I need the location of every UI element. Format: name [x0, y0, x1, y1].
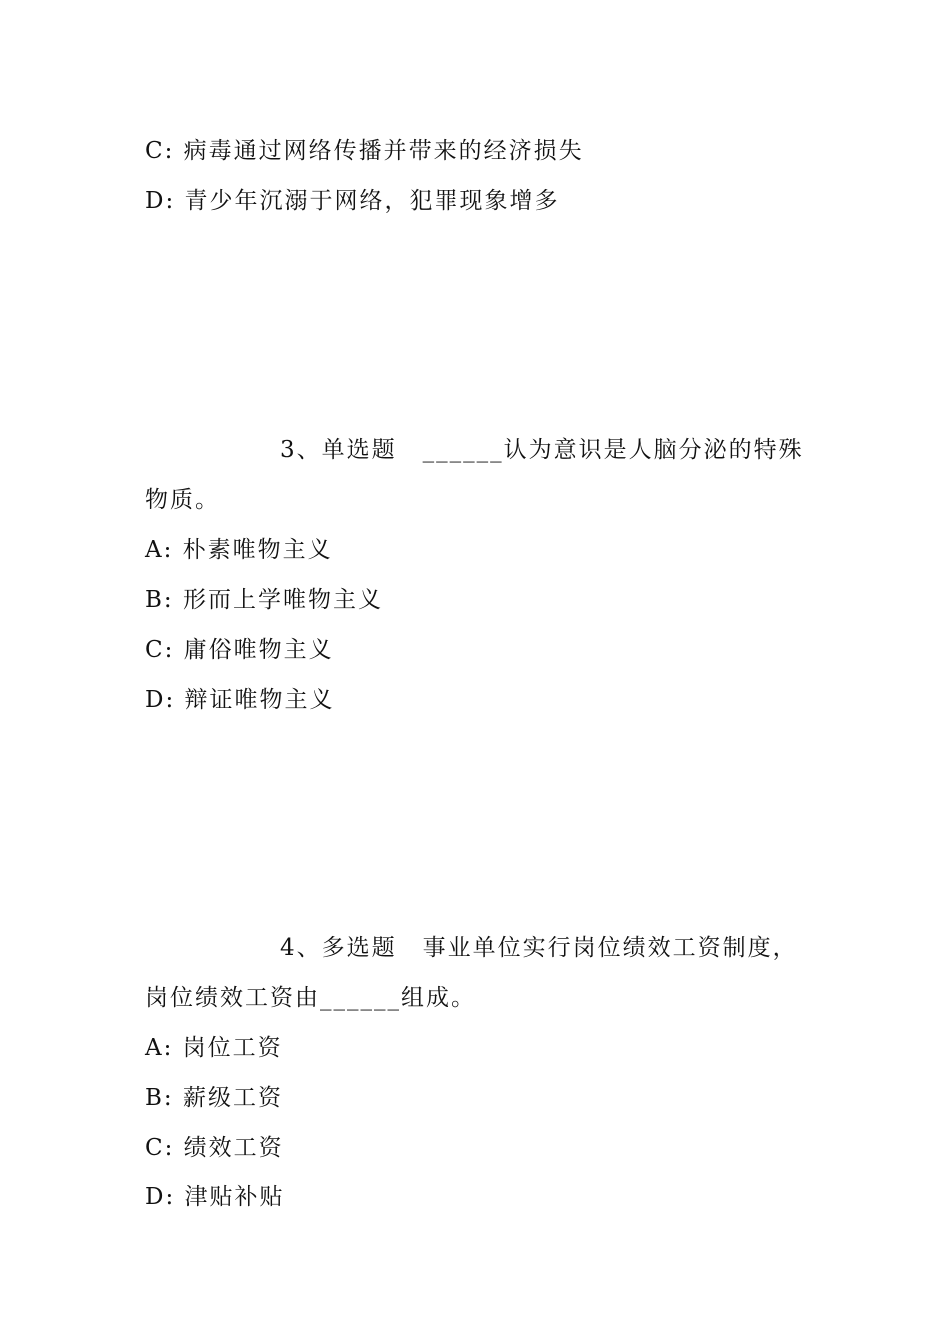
- option-d: [145, 1182, 285, 1212]
- option-text: 形而上学唯物主义: [182, 587, 383, 613]
- option-letter: C:: [145, 138, 175, 164]
- option-text: 庸俗唯物主义: [183, 637, 334, 663]
- option-letter: B:: [145, 587, 174, 613]
- option-text: 薪级工资: [182, 1085, 283, 1111]
- option-text: 津贴补贴: [184, 1184, 285, 1210]
- option-d: [145, 186, 560, 216]
- option-b: [145, 1083, 283, 1113]
- option-letter: B:: [145, 1085, 174, 1111]
- question-number: 4、多选题: [280, 935, 397, 961]
- question-4-stem-continued: 岗位绩效工资由______组成。: [145, 985, 476, 1011]
- option-a: [145, 535, 333, 565]
- option-text: 绩效工资: [183, 1135, 284, 1161]
- option-letter: C:: [145, 637, 175, 663]
- option-c: [145, 1133, 284, 1163]
- question-3-header: [280, 435, 804, 465]
- question-number: 3、单选题: [280, 437, 397, 463]
- option-letter: D:: [145, 687, 176, 713]
- question-3-stem-continued: 物质。: [145, 487, 220, 513]
- option-d: [145, 685, 335, 715]
- option-letter: A:: [145, 1035, 174, 1061]
- option-c: [145, 635, 334, 665]
- option-letter: D:: [145, 1184, 176, 1210]
- question-stem: ______认为意识是人脑分泌的特殊: [422, 437, 804, 463]
- option-text: 病毒通过网络传播并带来的经济损失: [183, 138, 584, 164]
- option-text: 朴素唯物主义: [182, 537, 333, 563]
- option-text: 青少年沉溺于网络，犯罪现象增多: [184, 188, 560, 214]
- question-stem: 事业单位实行岗位绩效工资制度，: [422, 935, 798, 961]
- option-letter: D:: [145, 188, 176, 214]
- option-c: [145, 136, 584, 166]
- option-b: [145, 585, 383, 615]
- option-text: 岗位工资: [182, 1035, 283, 1061]
- option-letter: C:: [145, 1135, 175, 1161]
- option-letter: A:: [145, 537, 174, 563]
- option-a: [145, 1033, 283, 1063]
- option-text: 辩证唯物主义: [184, 687, 335, 713]
- question-4-header: [280, 933, 798, 963]
